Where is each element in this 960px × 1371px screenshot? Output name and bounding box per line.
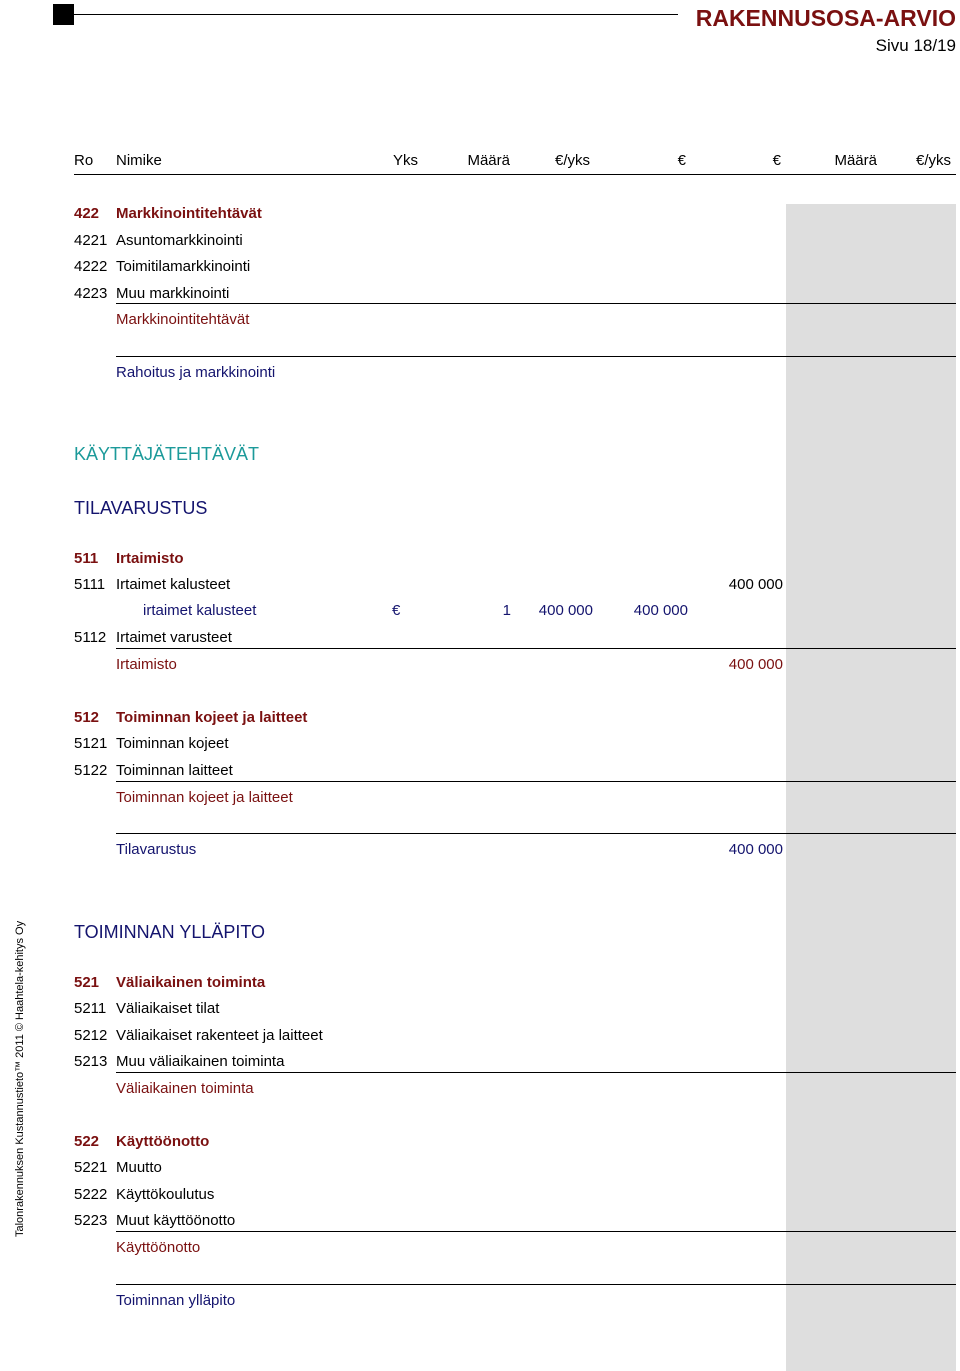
detail-name: irtaimet kalusteet (143, 602, 257, 619)
copyright-side-text: Talonrakennuksen Kustannustieto™ 2011 © Haahtela-kehitys Oy (14, 920, 26, 1237)
item-name: Toiminnan laitteet (116, 762, 233, 779)
item-code: 5221 (74, 1159, 108, 1176)
detail-unit: € (392, 602, 401, 619)
item-code: 4222 (74, 258, 108, 275)
item-name: Irtaimet kalusteet (116, 576, 231, 593)
column-header-rule (74, 174, 956, 175)
page-number: Sivu 18/19 (875, 36, 956, 55)
item-code: 5223 (74, 1212, 108, 1229)
group-name: Markkinointitehtävät (116, 205, 262, 222)
item-total: 400 000 (728, 576, 783, 593)
item-code: 5112 (74, 629, 107, 646)
group-code: 522 (74, 1133, 100, 1150)
total-yllapito: Toiminnan ylläpito (116, 1292, 236, 1309)
total-rule (116, 833, 956, 834)
subtotal-rule (116, 1231, 956, 1232)
sub-heading: TOIMINNAN YLLÄPITO (74, 922, 266, 942)
header-rule (74, 14, 678, 15)
col-eur-2: € (772, 152, 781, 169)
main-heading: KÄYTTÄJÄTEHTÄVÄT (74, 444, 260, 464)
item-code: 5211 (74, 1000, 107, 1017)
item-code: 4223 (74, 285, 108, 302)
item-code: 4221 (74, 232, 108, 249)
col-yks: Yks (392, 152, 418, 169)
item-name: Toimitilamarkkinointi (116, 258, 251, 275)
document-title: RAKENNUSOSA-ARVIO (695, 5, 956, 31)
item-name: Väliaikaiset rakenteet ja laitteet (116, 1027, 323, 1044)
item-name: Käyttökoulutus (116, 1186, 215, 1203)
subtotal-rule (116, 303, 956, 304)
subtotal-rule (116, 648, 956, 649)
subtotal-name: Markkinointitehtävät (116, 311, 250, 328)
col-ro: Ro (74, 152, 94, 169)
item-code: 5222 (74, 1186, 108, 1203)
group-name: Käyttöönotto (116, 1133, 210, 1150)
sub-heading: TILAVARUSTUS (74, 498, 208, 518)
col-maara-2: Määrä (834, 152, 877, 169)
col-eur-yks: €/yks (554, 152, 590, 169)
item-name: Muu väliaikainen toiminta (116, 1053, 285, 1070)
item-name: Väliaikaiset tilat (116, 1000, 220, 1017)
total-rahoitus: Rahoitus ja markkinointi (116, 364, 276, 381)
item-code: 5122 (74, 762, 108, 779)
detail-sum: 400 000 (633, 602, 688, 619)
col-eur-yks-2: €/yks (915, 152, 951, 169)
group-code: 511 (74, 550, 99, 567)
subtotal-name: Käyttöönotto (116, 1239, 201, 1256)
col-eur-1: € (677, 152, 686, 169)
col-maara: Määrä (467, 152, 510, 169)
item-code: 5121 (74, 735, 108, 752)
group-name: Irtaimisto (116, 550, 184, 567)
detail-qty: 1 (502, 602, 511, 619)
item-name: Muutto (116, 1159, 162, 1176)
item-name: Toiminnan kojeet (116, 735, 229, 752)
group-name: Toiminnan kojeet ja laitteet (116, 709, 308, 726)
group-code: 512 (74, 709, 100, 726)
item-code: 5213 (74, 1053, 108, 1070)
subtotal-rule (116, 781, 956, 782)
total-tilavarustus-value: 400 000 (728, 841, 783, 858)
total-rule (116, 356, 956, 357)
group-code: 521 (74, 974, 100, 991)
group-name: Väliaikainen toiminta (116, 974, 266, 991)
item-name: Muu markkinointi (116, 285, 230, 302)
total-tilavarustus: Tilavarustus (116, 841, 197, 858)
item-code: 5212 (74, 1027, 108, 1044)
detail-unit-price: 400 000 (538, 602, 593, 619)
total-rule (116, 1284, 956, 1285)
subtotal-name: Väliaikainen toiminta (116, 1080, 254, 1097)
subtotal-rule (116, 1072, 956, 1073)
shaded-column (786, 204, 956, 1371)
item-name: Muut käyttöönotto (116, 1212, 236, 1229)
group-code: 422 (74, 205, 100, 222)
subtotal-total: 400 000 (728, 656, 783, 673)
item-name: Asuntomarkkinointi (116, 232, 243, 249)
item-name: Irtaimet varusteet (116, 629, 232, 646)
subtotal-name: Irtaimisto (116, 656, 177, 673)
subtotal-name: Toiminnan kojeet ja laitteet (116, 789, 293, 806)
item-code: 5111 (74, 576, 106, 593)
header-logo-square (53, 4, 74, 25)
col-nimike: Nimike (116, 152, 162, 169)
